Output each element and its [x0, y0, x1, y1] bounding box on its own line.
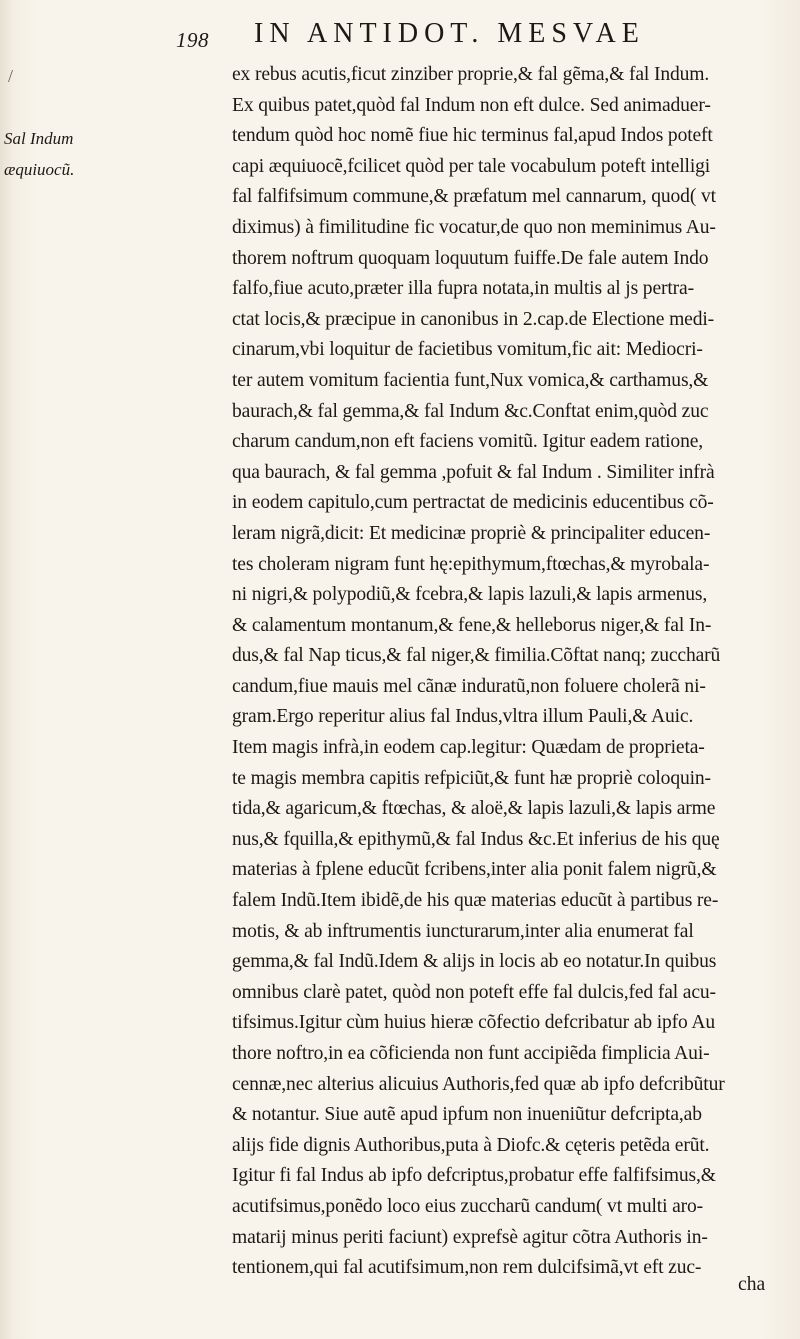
- text-line: te magis membra capitis refpiciũt,& funt hæ propriè coloquin-: [232, 767, 711, 789]
- text-line: materias à fplene educũt fcribens,inter alia ponit falem nigrũ,&: [232, 859, 717, 881]
- text-line: tendum quòd hoc nomẽ fiue hic terminus fal,apud Indos poteft: [232, 125, 713, 147]
- text-line: Item magis infrà,in eodem cap.legitur: Quædam de proprieta-: [232, 737, 705, 759]
- marginal-note: [4, 124, 116, 185]
- text-line: falfo,fiue acuto,præter illa fupra notata,in multis al js pertra-: [232, 278, 694, 300]
- catchword: cha: [738, 1274, 766, 1295]
- text-line: capi æquiuocẽ,fcilicet quòd per tale vocabulum poteft intelligi: [232, 155, 711, 177]
- text-line: ctat locis,& præcipue in canonibus in 2.cap.de Electione medi-: [232, 308, 715, 330]
- text-line: fal falfifsimum commune,& præfatum mel cannarum, quod( vt: [232, 186, 716, 208]
- text-line: tifsimus.Igitur cùm huius hieræ cõfectio defcribatur ab ipfo Au: [232, 1012, 715, 1034]
- text-line: matarij minus periti faciunt) exprefsè agitur cõtra Authoris in-: [232, 1226, 708, 1248]
- text-line: cinarum,vbi loquitur de facietibus vomitum,fic ait: Mediocri-: [232, 339, 703, 361]
- text-line: ex rebus acutis,ficut zinziber proprie,& fal gẽma,& fal Indum.: [232, 64, 710, 85]
- marginal-note-line: æquiuocũ.: [4, 159, 75, 179]
- margin-mark: /: [8, 66, 14, 86]
- running-head: IN ANTIDOT. MESVAE: [254, 18, 645, 49]
- text-line: candum,fiue mauis mel cãnæ induratũ,non foluere cholerã ni-: [232, 675, 706, 697]
- text-line: alijs fide dignis Authoribus,puta à Diofc.& cęteris petẽda erũt.: [232, 1134, 710, 1156]
- text-line: ni nigri,& polypodiũ,& fcebra,& lapis lazuli,& lapis armenus,: [232, 584, 708, 606]
- text-line: motis, & ab inftrumentis iuncturarum,inter alia enumerat fal: [232, 920, 694, 942]
- text-line: qua baurach, & fal gemma ,pofuit & fal Indum . Similiter infrà: [232, 461, 715, 483]
- text-line: cennæ,nec alterius alicuius Authoris,fed quæ ab ipfo defcribũtur: [232, 1073, 725, 1095]
- body-text: [232, 60, 792, 1284]
- text-line: Ex quibus patet,quòd fal Indum non eft dulce. Sed animaduer-: [232, 94, 711, 116]
- page-number: 198: [176, 28, 209, 52]
- text-line: gram.Ergo reperitur alius fal Indus,vltra illum Pauli,& Auic.: [232, 706, 694, 728]
- text-line: nus,& fquilla,& epithymũ,& fal Indus &c.Et inferius de his quę: [232, 828, 720, 850]
- page-header: [0, 14, 800, 54]
- text-line: dus,& fal Nap ticus,& fal niger,& fimilia.Cõftat nanq; zuccharũ: [232, 645, 721, 667]
- text-line: thore noftro,in ea cõficienda non funt accipiẽda fimplicia Aui-: [232, 1043, 710, 1064]
- text-line: tentionem,qui fal acutifsimum,non rem dulcifsimã,vt eft zuc-: [232, 1257, 702, 1279]
- text-line: & notantur. Siue autẽ apud ipfum non inueniũtur defcripta,ab: [232, 1104, 702, 1126]
- text-line: charum candum,non eft faciens vomitũ. Igitur eadem ratione,: [232, 431, 704, 453]
- marginal-note-line: Sal Indum: [4, 129, 74, 148]
- text-line: in eodem capitulo,cum pertractat de medicinis educentibus cõ-: [232, 492, 714, 514]
- text-line: ter autem vomitum facientia funt,Nux vomica,& carthamus,&: [232, 369, 709, 391]
- text-line: acutifsimus,ponẽdo loco eius zuccharũ candum( vt multi aro-: [232, 1195, 704, 1217]
- text-line: & calamentum montanum,& fene,& helleborus niger,& fal In-: [232, 614, 712, 636]
- text-line: gemma,& fal Indũ.Idem & alijs in locis ab eo notatur.In quibus: [232, 951, 717, 973]
- text-line: diximus) à fimilitudine fic vocatur,de quo non meminimus Au-: [232, 216, 716, 238]
- text-line: tes choleram nigram funt hę:epithymum,ftœchas,& myrobala-: [232, 553, 710, 575]
- text-line: thorem noftrum quoquam loquutum fuiffe.De fale autem Indo: [232, 247, 709, 269]
- text-line: omnibus clarè patet, quòd non poteft effe fal dulcis,fed fal acu-: [232, 981, 716, 1003]
- text-line: baurach,& fal gemma,& fal Indum &c.Conftat enim,quòd zuc: [232, 400, 709, 422]
- text-line: tida,& agaricum,& ftœchas, & aloë,& lapis lazuli,& lapis arme: [232, 798, 716, 820]
- text-line: leram nigrã,dicit: Et medicinæ propriè & principaliter educen-: [232, 522, 711, 544]
- text-line: falem Indũ.Item ibidẽ,de his quæ materias educũt à partibus re-: [232, 890, 719, 912]
- text-line: Igitur fi fal Indus ab ipfo defcriptus,probatur effe falfifsimus,&: [232, 1165, 716, 1187]
